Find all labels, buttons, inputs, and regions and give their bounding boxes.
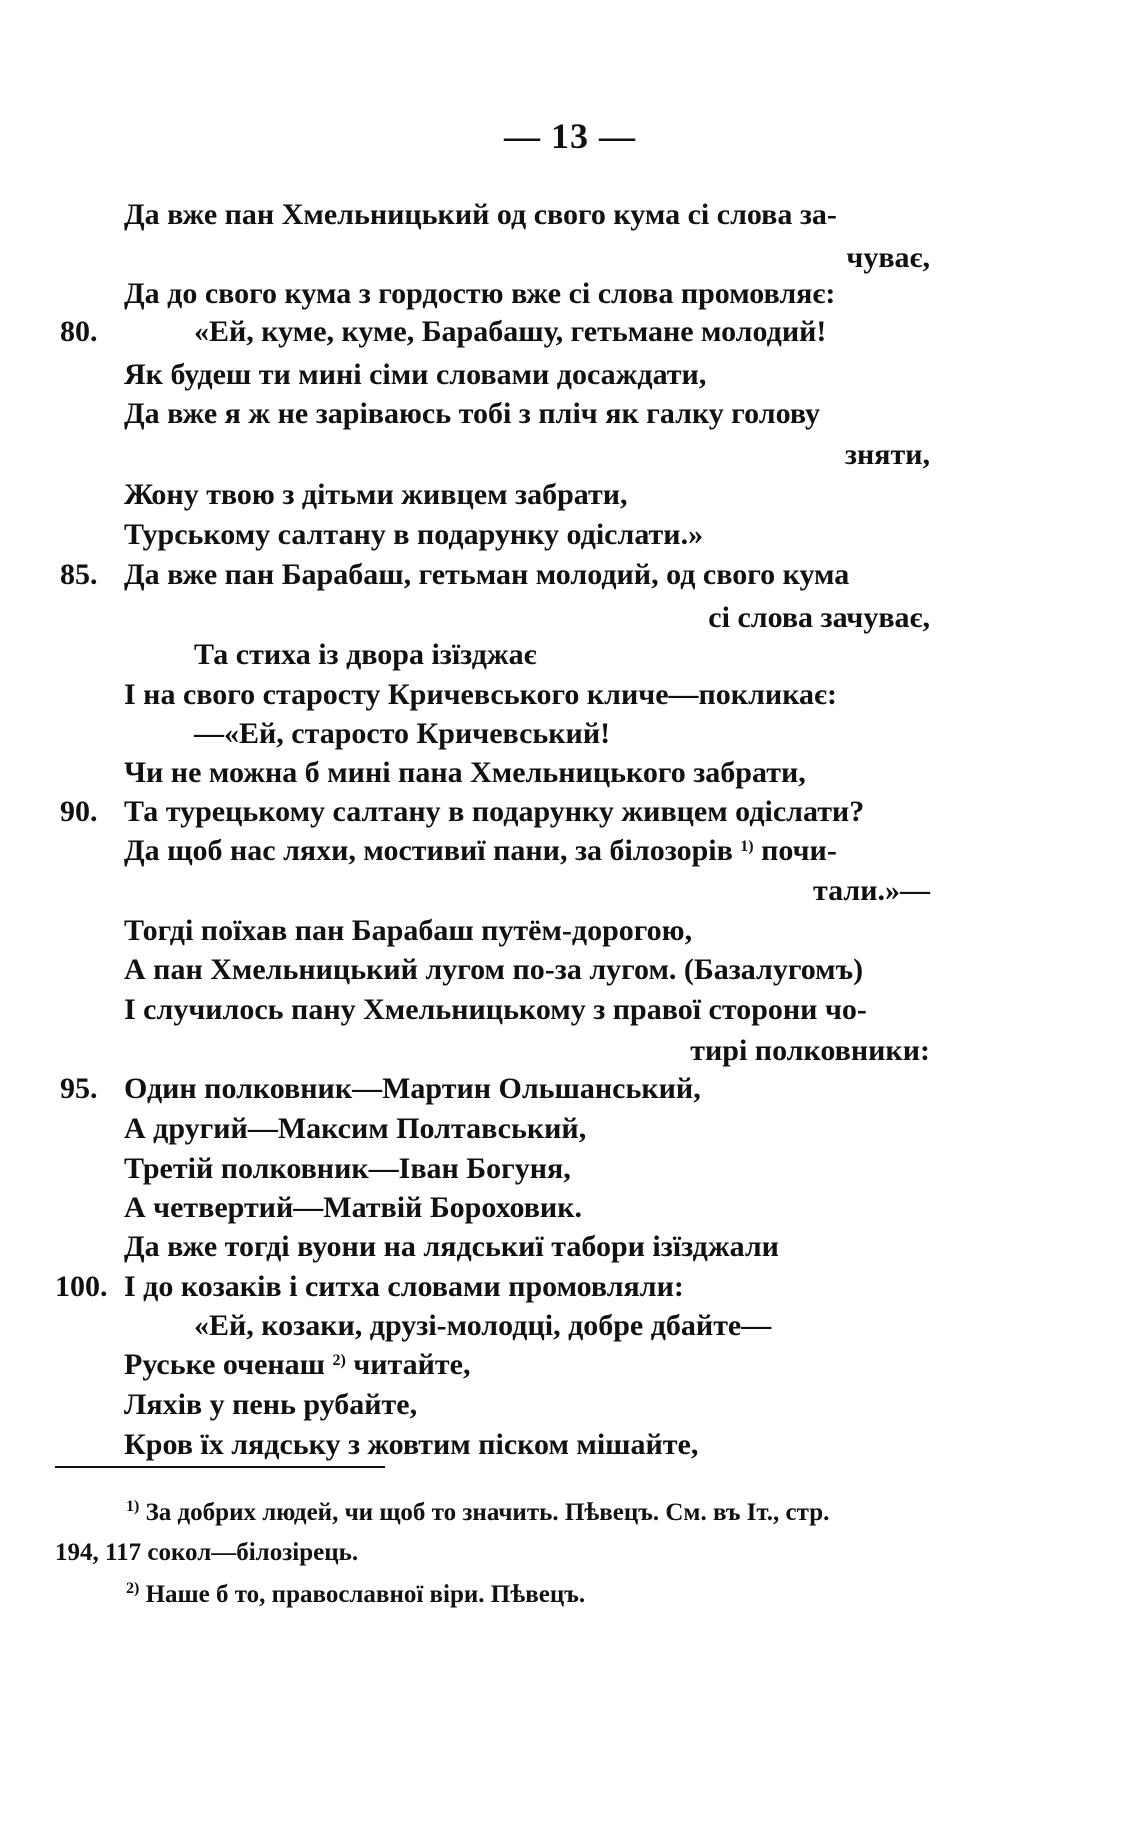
verse-line: І на свого старосту Кричевського кличе—покликає: [124, 678, 837, 711]
verse-line: «Ей, куме, куме, Барабашу, гетьмане молодий! [194, 315, 827, 348]
verse-text: Да щоб нас ляхи, мостивиї пани, за білозорів [124, 834, 733, 867]
verse-line: Третій полковник—Іван Богуня, [124, 1152, 571, 1185]
verse-line-continuation: чуває, [846, 241, 930, 274]
footnote-mark: 1) [740, 838, 754, 855]
verse-line-continuation: сі слова зачуває, [708, 601, 930, 634]
footnote-continuation: 194, 117 сокол—білозірець. [55, 1539, 359, 1566]
verse-line: Один полковник—Мартин Ольшанський, [124, 1072, 701, 1105]
verse-text: Руське оченаш [124, 1348, 326, 1381]
line-number: 80. [60, 315, 98, 348]
footnote [126, 1582, 585, 1607]
verse-line: І случилось пану Хмельницькому з правої сторони чо- [124, 993, 867, 1026]
verse-line: Кров їх лядську з жовтим піском мішайте, [124, 1428, 699, 1461]
verse-line: Да вже я ж не заріваюсь тобі з пліч як галку голову [124, 397, 821, 430]
verse-line: Жону твою з дітьми живцем забрати, [124, 478, 628, 511]
page-number: — 13 — [504, 116, 636, 156]
footnote-mark: 2) [332, 1352, 346, 1369]
verse-text: почи- [761, 834, 837, 867]
verse-line: Чи не можна б мині пана Хмельницького забрати, [124, 756, 806, 789]
line-number: 95. [60, 1072, 98, 1105]
verse-line-continuation: зняти, [844, 438, 930, 471]
verse-line: А пан Хмельницький лугом по-за лугом. (Базалугомъ) [124, 953, 864, 986]
verse-line: Та турецькому салтану в подарунку живцем одіслати? [124, 795, 865, 828]
verse-text: читайте, [353, 1348, 471, 1381]
verse-line-continuation: тали.»— [813, 874, 930, 907]
footnote [126, 1500, 829, 1525]
footnote-mark: 2) [126, 1580, 140, 1597]
verse-line-continuation: тирі полковники: [690, 1034, 930, 1067]
line-number: 100. [55, 1270, 108, 1303]
line-number: 90. [60, 795, 98, 828]
footnote-mark: 1) [126, 1498, 140, 1515]
verse-line: «Ей, козаки, друзі-молодці, добре дбайте— [194, 1309, 772, 1342]
verse-line [124, 836, 837, 866]
verse-line: А четвертий—Матвій Бороховик. [124, 1191, 582, 1224]
verse-line: Турському салтану в подарунку одіслати.» [124, 518, 704, 551]
verse-line: Да вже пан Барабаш, гетьман молодий, од свого кума [124, 558, 850, 591]
verse-line: Да до свого кума з гордостю вже сі слова промовляє: [124, 277, 836, 310]
line-number: 85. [60, 558, 98, 591]
verse-line: Тогді поїхав пан Барабаш путём-дорогою, [124, 914, 693, 947]
footnote-text: Наше б то, православної віри. Пѣвецъ. [145, 1581, 586, 1608]
footnote-divider [55, 1466, 385, 1468]
verse-line: Да вже тогді вуони на лядськиї табори ізїзджали [124, 1230, 779, 1263]
verse-line: Да вже пан Хмельницький од свого кума сі слова за- [124, 198, 837, 231]
verse-line: А другий—Максим Полтавський, [124, 1112, 587, 1145]
verse-line: Та стиха із двора ізїзджає [194, 638, 537, 671]
verse-line: І до козаків і ситха словами промовляли: [124, 1270, 684, 1303]
verse-line: —«Ей, старосто Кричевський! [194, 717, 611, 750]
verse-line: Як будеш ти мині сіми словами досаждати, [124, 358, 707, 391]
footnote-text: За добрих людей, чи щоб то значить. Пѣвецъ. См. въ Iт., стр. [145, 1499, 830, 1526]
verse-line [124, 1350, 471, 1380]
verse-line: Ляхів у пень рубайте, [124, 1388, 418, 1421]
